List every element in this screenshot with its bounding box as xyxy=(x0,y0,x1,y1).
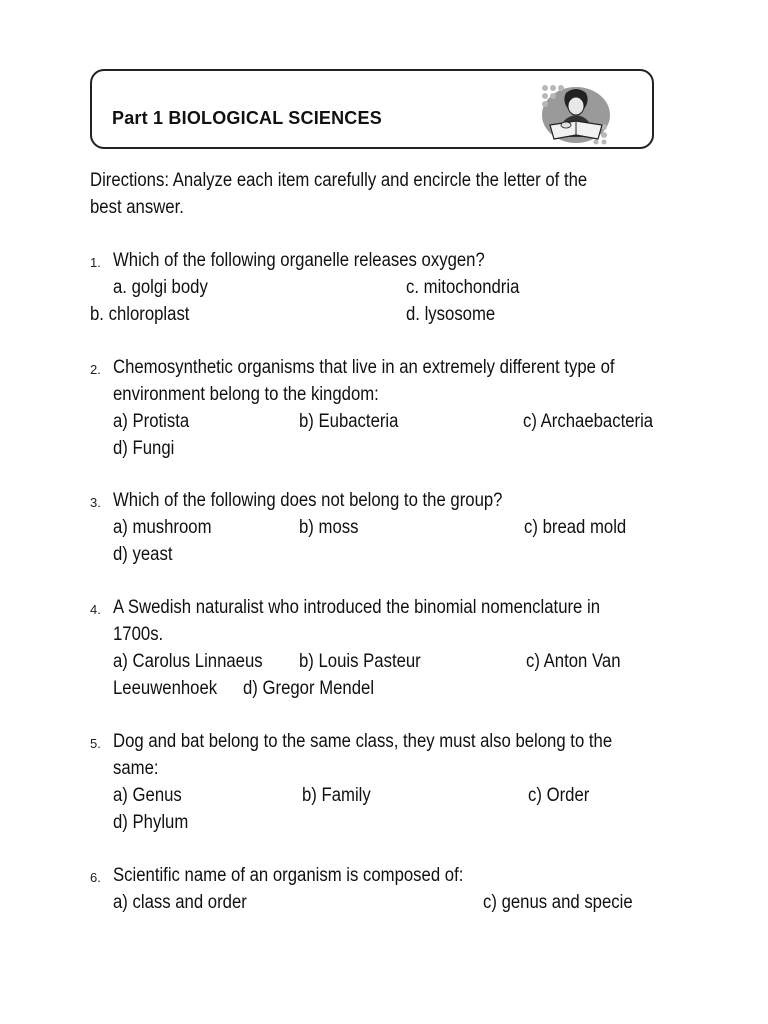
question-3-option-d: d) yeast xyxy=(113,544,173,565)
question-1-option-c: c. mitochondria xyxy=(406,277,520,298)
question-6-option-a: a) class and order xyxy=(113,892,247,913)
directions-line-1: Directions: Analyze each item carefully and encircle the letter of the xyxy=(90,170,588,191)
question-4-text-line-2: 1700s. xyxy=(113,624,164,645)
question-2-text-line-2: environment belong to the kingdom: xyxy=(113,384,379,405)
question-1-number: 1. xyxy=(90,255,101,270)
question-2-option-a: a) Protista xyxy=(113,411,190,432)
question-5-number: 5. xyxy=(90,736,101,751)
question-6-text: Scientific name of an organism is composed of: xyxy=(113,865,464,886)
question-4-option-c-continued: Leeuwenhoek xyxy=(113,678,218,699)
question-5-option-c: c) Order xyxy=(528,785,590,806)
question-5-text-line-2: same: xyxy=(113,758,159,779)
question-1-option-d: d. lysosome xyxy=(406,304,496,325)
question-2-option-d: d) Fungi xyxy=(113,438,175,459)
question-3-number: 3. xyxy=(90,495,101,510)
question-5-option-b: b) Family xyxy=(302,785,371,806)
question-4-option-b: b) Louis Pasteur xyxy=(299,651,421,672)
question-4-option-c: c) Anton Van xyxy=(526,651,621,672)
section-title: Part 1 BIOLOGICAL SCIENCES xyxy=(112,108,382,128)
question-3-option-c: c) bread mold xyxy=(524,517,627,538)
question-3-option-a: a) mushroom xyxy=(113,517,212,538)
question-2-option-b: b) Eubacteria xyxy=(299,411,399,432)
question-2-text-line-1: Chemosynthetic organisms that live in an extremely different type of xyxy=(113,357,615,378)
question-1-option-a: a. golgi body xyxy=(113,277,208,298)
question-5-text-line-1: Dog and bat belong to the same class, they must also belong to the xyxy=(113,731,613,752)
question-4-number: 4. xyxy=(90,602,101,617)
question-4-option-d: d) Gregor Mendel xyxy=(243,678,375,699)
question-5-option-d: d) Phylum xyxy=(113,812,189,833)
section-header-box xyxy=(90,69,654,149)
question-1-text: Which of the following organelle releases oxygen? xyxy=(113,250,485,271)
question-5-option-a: a) Genus xyxy=(113,785,182,806)
question-3-option-b: b) moss xyxy=(299,517,359,538)
person-reading-book-icon xyxy=(536,79,612,145)
question-1-option-b: b. chloroplast xyxy=(90,304,190,325)
question-2-number: 2. xyxy=(90,362,101,377)
directions-line-2: best answer. xyxy=(90,197,184,218)
question-6-option-c: c) genus and specie xyxy=(483,892,633,913)
question-4-option-a: a) Carolus Linnaeus xyxy=(113,651,263,672)
question-3-text: Which of the following does not belong to the group? xyxy=(113,490,503,511)
question-2-option-c: c) Archaebacteria xyxy=(523,411,654,432)
question-4-text-line-1: A Swedish naturalist who introduced the binomial nomenclature in xyxy=(113,597,601,618)
question-6-number: 6. xyxy=(90,870,101,885)
